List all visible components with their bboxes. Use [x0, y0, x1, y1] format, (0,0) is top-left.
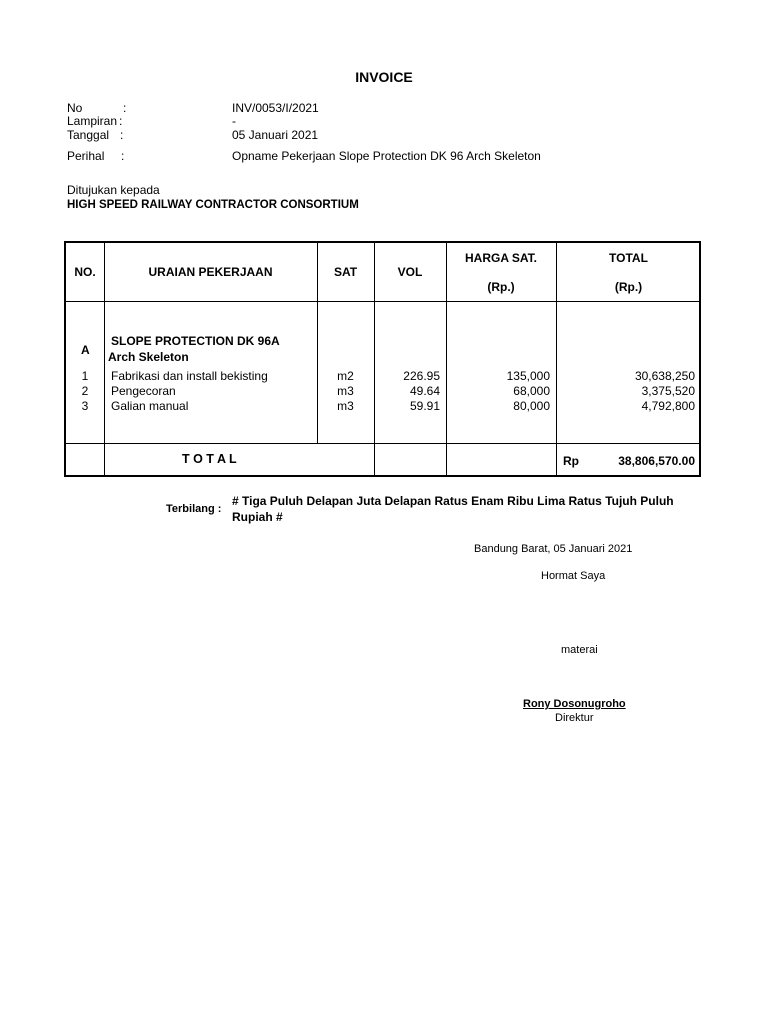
row-vol: 226.95 — [403, 369, 440, 383]
lampiran-value: - — [232, 114, 236, 128]
row-no: 2 — [81, 384, 89, 398]
row-sat: m3 — [337, 399, 354, 413]
no-label: No — [67, 101, 83, 115]
row-vol: 49.64 — [409, 384, 440, 398]
perihal-colon: : — [121, 149, 125, 163]
header-total-unit: (Rp.) — [614, 280, 643, 294]
total-label: T O T A L — [182, 452, 237, 466]
total-amount: 38,806,570.00 — [618, 454, 695, 468]
footer-divider — [66, 443, 699, 444]
invoice-table — [64, 241, 701, 477]
row-uraian: Galian manual — [111, 399, 189, 413]
header-divider — [66, 301, 699, 302]
header-total: TOTAL — [609, 251, 648, 265]
signer-name: Rony Dosonugroho — [523, 698, 626, 710]
terbilang-text: # Tiga Puluh Delapan Juta Delapan Ratus Enam Ribu Lima Ratus Tujuh Puluh Rupiah # — [232, 494, 674, 524]
col-divider — [556, 243, 557, 477]
row-vol: 59.91 — [409, 399, 440, 413]
row-sat: m3 — [337, 384, 354, 398]
header-vol: VOL — [397, 265, 423, 279]
page-title: INVOICE — [355, 69, 413, 85]
row-sat: m2 — [337, 369, 354, 383]
total-currency: Rp — [563, 454, 579, 468]
row-no: 1 — [81, 369, 89, 383]
lampiran-label: Lampiran — [67, 114, 118, 128]
recipient-intro: Ditujukan kepada — [67, 183, 160, 197]
row-total: 30,638,250 — [634, 369, 695, 383]
row-no: 3 — [81, 399, 89, 413]
perihal-label: Perihal — [67, 149, 105, 163]
header-uraian: URAIAN PEKERJAAN — [148, 265, 273, 279]
signer-position: Direktur — [555, 712, 594, 724]
section-title: SLOPE PROTECTION DK 96A — [111, 334, 280, 348]
row-uraian: Fabrikasi dan install bekisting — [111, 369, 268, 383]
tanggal-value: 05 Januari 2021 — [232, 128, 319, 142]
terbilang-label: Terbilang : — [166, 503, 222, 515]
row-total: 4,792,800 — [641, 399, 695, 413]
header-harga: HARGA SAT. — [465, 251, 537, 265]
row-total: 3,375,520 — [641, 384, 695, 398]
tanggal-label: Tanggal — [67, 128, 110, 142]
col-divider — [446, 243, 447, 477]
section-subtitle: Arch Skeleton — [108, 350, 189, 364]
row-harga: 68,000 — [513, 384, 550, 398]
greeting: Hormat Saya — [541, 570, 606, 582]
perihal-value: Opname Pekerjaan Slope Protection DK 96 Arch Skeleton — [232, 149, 541, 163]
recipient-name: HIGH SPEED RAILWAY CONTRACTOR CONSORTIUM — [67, 199, 359, 211]
tanggal-colon: : — [120, 128, 124, 142]
section-no: A — [81, 343, 90, 357]
header-harga-unit: (Rp.) — [487, 280, 515, 294]
row-uraian: Pengecoran — [111, 384, 176, 398]
row-harga: 135,000 — [506, 369, 550, 383]
row-harga: 80,000 — [513, 399, 550, 413]
header-no: NO. — [74, 265, 96, 279]
materai-stamp: materai — [561, 644, 598, 656]
place-date: Bandung Barat, 05 Januari 2021 — [474, 543, 633, 555]
lampiran-colon: : — [119, 114, 123, 128]
no-colon: : — [123, 101, 127, 115]
header-sat: SAT — [333, 265, 358, 279]
no-value: INV/0053/I/2021 — [232, 101, 319, 115]
